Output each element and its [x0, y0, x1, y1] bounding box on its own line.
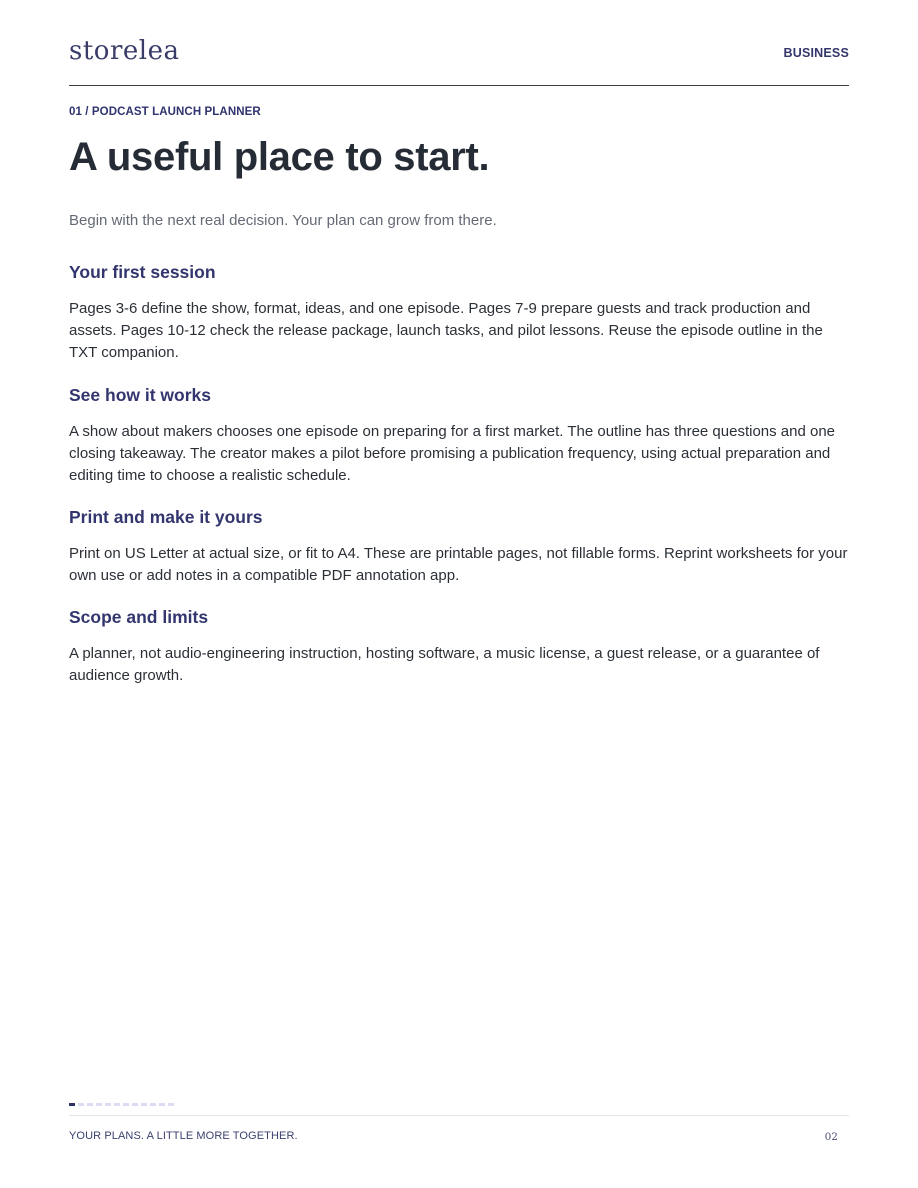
progress-segment	[87, 1103, 93, 1106]
section-body: A show about makers chooses one episode on preparing for a first market. The outline has three questions and one closing takeaway. The creator makes a pilot before promising a publication frequency, using actual preparation and editing time to choose a realistic schedule.	[69, 423, 836, 484]
footer-tagline: YOUR PLANS. A LITTLE MORE TOGETHER.	[69, 1130, 298, 1142]
progress-segment	[105, 1103, 111, 1106]
section-heading: Your first session	[69, 262, 216, 282]
progress-segment-active	[69, 1103, 75, 1106]
progress-segment	[168, 1103, 174, 1106]
page-number: 02	[824, 1131, 838, 1143]
page-title: A useful place to start.	[69, 135, 490, 179]
section-eyebrow: 01 / PODCAST LAUNCH PLANNER	[69, 106, 261, 118]
page-progress-indicator	[69, 1103, 174, 1107]
section-heading: Scope and limits	[69, 607, 209, 627]
section-scope	[69, 606, 851, 687]
section-heading: See how it works	[69, 385, 211, 405]
section-body: A planner, not audio-engineering instruction, hosting software, a music license, a guest release, or a guarantee of audience growth.	[69, 645, 820, 684]
section-body: Print on US Letter at actual size, or fit to A4. These are printable pages, not fillable forms. Reprint worksheets for your own use or add notes in a compatible PDF annotation app.	[69, 545, 848, 584]
section-heading: Print and make it yours	[69, 507, 263, 527]
section-first-session	[69, 261, 851, 364]
section-body: Pages 3-6 define the show, format, ideas, and one episode. Pages 7-9 prepare guests and track production and assets. Pages 10-12 check the release package, launch tasks, and pilot lessons. Reuse the episode outline in the TXT companion.	[69, 300, 823, 361]
brand-logo: storelea	[69, 36, 180, 66]
page-header	[69, 34, 849, 86]
progress-segment	[150, 1103, 156, 1106]
section-how-it-works	[69, 384, 851, 487]
progress-segment	[159, 1103, 165, 1106]
progress-segment	[78, 1103, 84, 1106]
progress-segment	[132, 1103, 138, 1106]
progress-segment	[123, 1103, 129, 1106]
category-label: BUSINESS	[783, 46, 849, 60]
section-print	[69, 506, 851, 587]
lead-paragraph: Begin with the next real decision. Your plan can grow from there.	[69, 212, 497, 229]
progress-segment	[114, 1103, 120, 1106]
progress-segment	[96, 1103, 102, 1106]
page	[69, 0, 849, 1188]
footer-divider	[69, 1115, 849, 1116]
progress-segment	[141, 1103, 147, 1106]
